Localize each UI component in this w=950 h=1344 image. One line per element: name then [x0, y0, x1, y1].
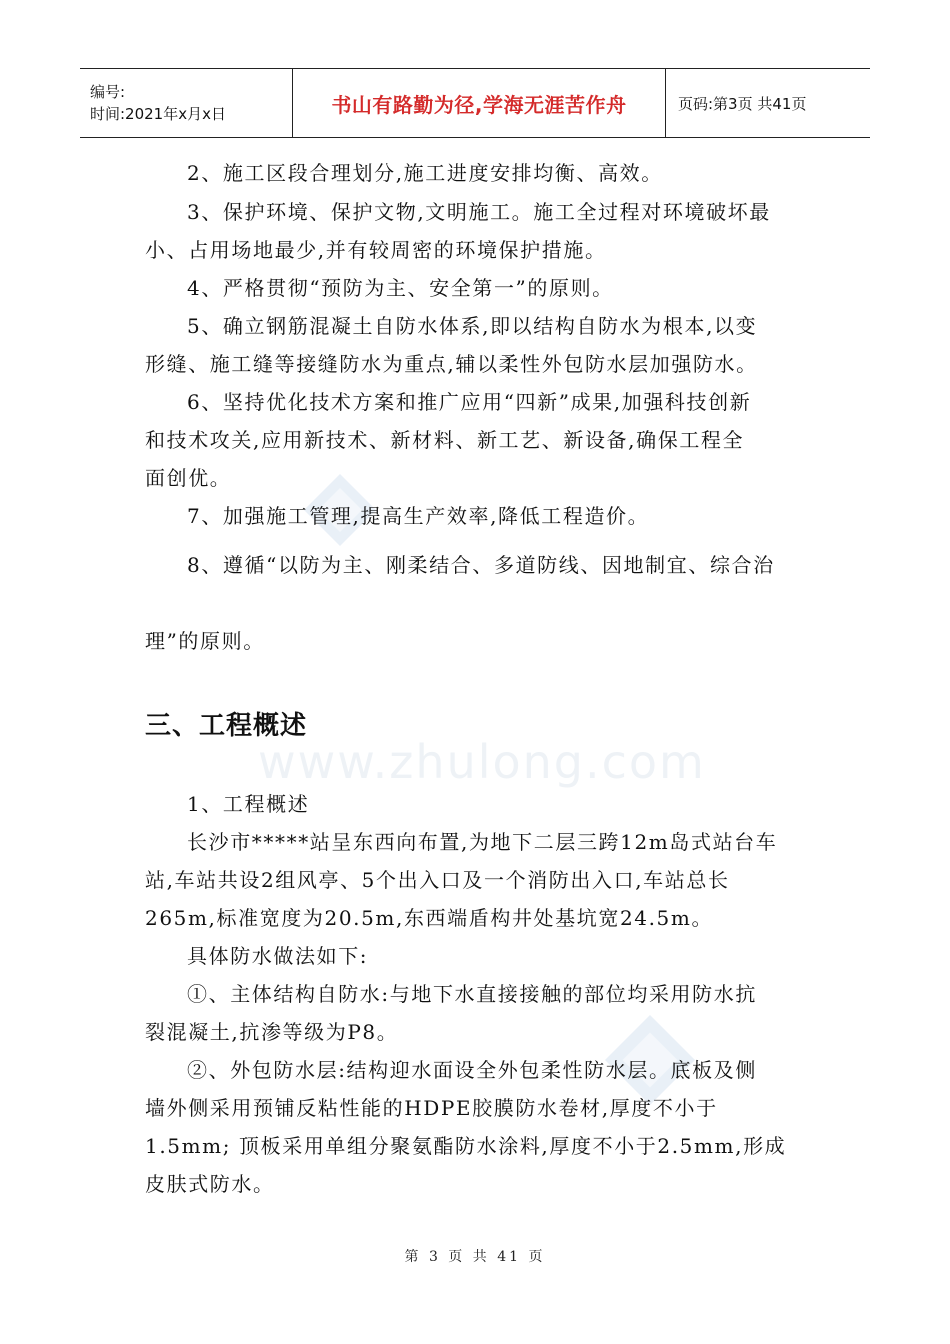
paragraph-5-line-1: 5、确立钢筋混凝土自防水体系,即以结构自防水为根本,以变 [187, 314, 758, 338]
method-2-line-1: ②、外包防水层:结构迎水面设全外包柔性防水层。底板及侧 [187, 1058, 757, 1082]
paragraph-5-line-2: 形缝、施工缝等接缝防水为重点,辅以柔性外包防水层加强防水。 [145, 352, 758, 376]
paragraph-6-line-2: 和技术攻关,应用新技术、新材料、新工艺、新设备,确保工程全 [145, 428, 745, 452]
method-intro: 具体防水做法如下: [187, 944, 369, 968]
paragraph-3-line-1: 3、保护环境、保护文物,文明施工。施工全过程对环境破坏最 [187, 200, 771, 224]
subsection-title: 1、工程概述 [187, 792, 310, 816]
description-line-1: 长沙市*****站呈东西向布置,为地下二层三跨12m岛式站台车 [187, 830, 778, 854]
header-motto: 书山有路勤为径,学海无涯苦作舟 [293, 69, 666, 137]
header-meta [80, 69, 293, 137]
page-header [80, 68, 870, 138]
method-1-line-1: ①、主体结构自防水:与地下水直接接触的部位均采用防水抗 [187, 982, 757, 1006]
paragraph-2: 2、施工区段合理划分,施工进度安排均衡、高效。 [187, 161, 663, 185]
method-2-line-2: 墙外侧采用预铺反粘性能的HDPE胶膜防水卷材,厚度不小于 [145, 1096, 718, 1120]
document-number-label: 编号: [90, 83, 126, 101]
paragraph-8-line-2: 理”的原则。 [145, 629, 265, 653]
page-footer: 第 3 页 共 41 页 [404, 1249, 546, 1265]
paragraph-6-line-3: 面创优。 [145, 466, 232, 490]
watermark-text: www.zhulong.com [258, 735, 706, 789]
description-line-2: 站,车站共设2组风亭、5个出入口及一个消防出入口,车站总长 [145, 868, 730, 892]
paragraph-3-line-2: 小、占用场地最少,并有较周密的环境保护措施。 [145, 238, 607, 262]
method-2-line-4: 皮肤式防水。 [145, 1172, 275, 1196]
method-1-line-2: 裂混凝土,抗渗等级为P8。 [145, 1020, 399, 1044]
document-date: 时间:2021年x月x日 [90, 105, 226, 123]
paragraph-8-line-1: 8、遵循“以防为主、刚柔结合、多道防线、因地制宜、综合治 [187, 553, 775, 577]
header-page-number: 页码:第3页 共41页 [678, 94, 807, 113]
method-2-line-3: 1.5mm; 顶板采用单组分聚氨酯防水涂料,厚度不小于2.5mm,形成 [145, 1134, 787, 1158]
section-title: 三、工程概述 [145, 711, 308, 741]
paragraph-7: 7、加强施工管理,提高生产效率,降低工程造价。 [187, 504, 650, 528]
paragraph-4: 4、严格贯彻“预防为主、安全第一”的原则。 [187, 276, 614, 300]
description-line-3: 265m,标准宽度为20.5m,东西端盾构井处基坑宽24.5m。 [145, 906, 714, 930]
paragraph-6-line-1: 6、坚持优化技术方案和推广应用“四新”成果,加强科技创新 [187, 390, 752, 414]
